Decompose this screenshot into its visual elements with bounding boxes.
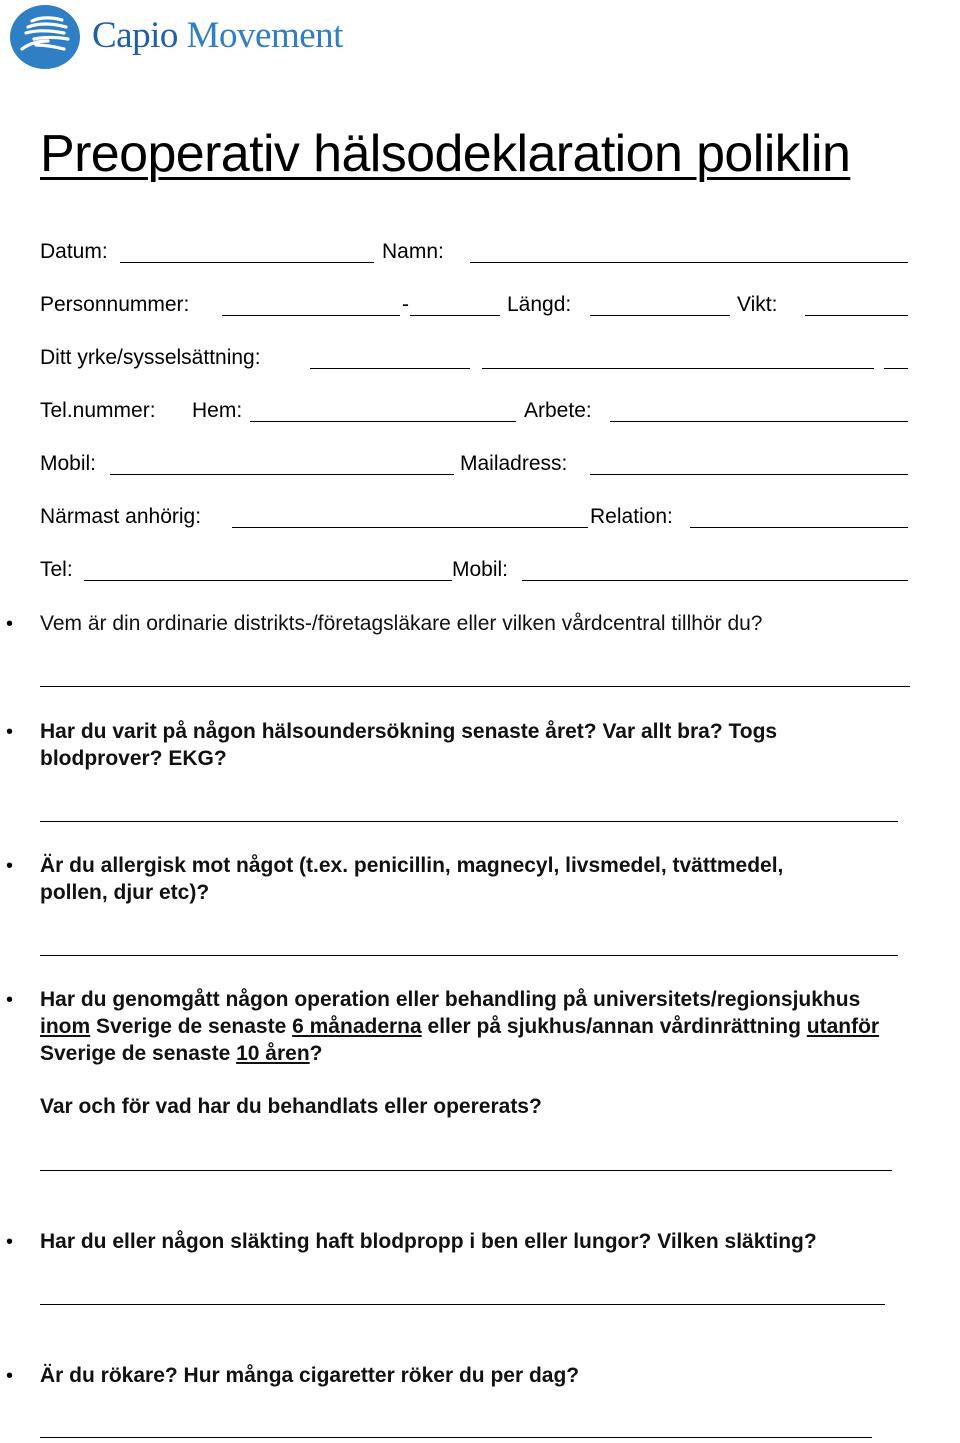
answer-smoking[interactable] [40, 1436, 872, 1438]
next-of-kin-label: Närmast anhörig: [40, 505, 202, 528]
phone-work-field[interactable] [610, 420, 908, 422]
personnummer-dash: - [402, 293, 409, 316]
email-field[interactable] [590, 473, 908, 475]
phone-home-field[interactable] [250, 420, 516, 422]
answer-gp[interactable] [40, 685, 910, 687]
date-field[interactable] [120, 261, 374, 263]
bullet: • [6, 613, 14, 635]
weight-label: Vikt: [737, 293, 778, 316]
question-health-check: Har du varit på någon hälsoundersökning senaste året? Var allt bra? Togs blodprover? EKG? [40, 720, 778, 770]
answer-allergy[interactable] [40, 954, 898, 956]
relation-label: Relation: [590, 505, 673, 528]
bullet: • [6, 989, 14, 1011]
personnummer-field-1[interactable] [222, 314, 400, 316]
brand-name: Capio Movement [92, 15, 343, 56]
name-field[interactable] [470, 261, 908, 263]
kin-mobile-label: Mobil: [452, 558, 509, 581]
email-label: Mailadress: [460, 452, 568, 475]
bullet: • [6, 721, 14, 743]
occupation-field-2[interactable] [482, 367, 874, 369]
bullet: • [6, 1365, 14, 1387]
hand-icon [8, 3, 82, 71]
question-surgery: Har du genomgått någon operation eller behandling på universitets/regionsjukhus inom Sverige de senaste 6 månaderna eller på sjukhus/annan vårdinrättning utanför Sverige de senaste 10 åren? [40, 988, 880, 1065]
question-gp: Vem är din ordinarie distrikts-/företagsläkare eller vilken vårdcentral tillhör du? [40, 612, 763, 635]
relation-field[interactable] [690, 526, 908, 528]
kin-tel-label: Tel: [40, 558, 73, 581]
phone-home-label: Hem: [192, 399, 243, 422]
occupation-field-1[interactable] [310, 367, 470, 369]
date-label: Datum: [40, 240, 108, 263]
occupation-label: Ditt yrke/sysselsättning: [40, 346, 261, 369]
bullet: • [6, 1231, 14, 1253]
phone-label: Tel.nummer: [40, 399, 156, 422]
next-of-kin-field[interactable] [232, 526, 588, 528]
question-allergy: Är du allergisk mot något (t.ex. penicillin, magnecyl, livsmedel, tvättmedel, pollen, djur etc)? [40, 854, 784, 904]
answer-surgery[interactable] [40, 1169, 892, 1171]
question-blood-clot: Har du eller någon släkting haft blodpropp i ben eller lungor? Vilken släkting? [40, 1230, 817, 1253]
kin-mobile-field[interactable] [522, 579, 908, 581]
weight-field[interactable] [805, 314, 908, 316]
bullet: • [6, 855, 14, 877]
question-surgery-followup: Var och för vad har du behandlats eller opererats? [40, 1095, 542, 1118]
mobile-field[interactable] [110, 473, 454, 475]
personnummer-field-2[interactable] [410, 314, 500, 316]
name-label: Namn: [382, 240, 444, 263]
occupation-field-3[interactable] [884, 367, 908, 369]
answer-blood-clot[interactable] [40, 1303, 885, 1305]
question-smoking: Är du rökare? Hur många cigaretter röker du per dag? [40, 1364, 580, 1387]
personnummer-label: Personnummer: [40, 293, 190, 316]
height-label: Längd: [507, 293, 572, 316]
phone-work-label: Arbete: [524, 399, 592, 422]
mobile-label: Mobil: [40, 452, 97, 475]
kin-tel-field[interactable] [84, 579, 452, 581]
answer-health-check[interactable] [40, 820, 898, 822]
height-field[interactable] [590, 314, 730, 316]
page-title: Preoperativ hälsodeklaration poliklin [40, 125, 851, 183]
